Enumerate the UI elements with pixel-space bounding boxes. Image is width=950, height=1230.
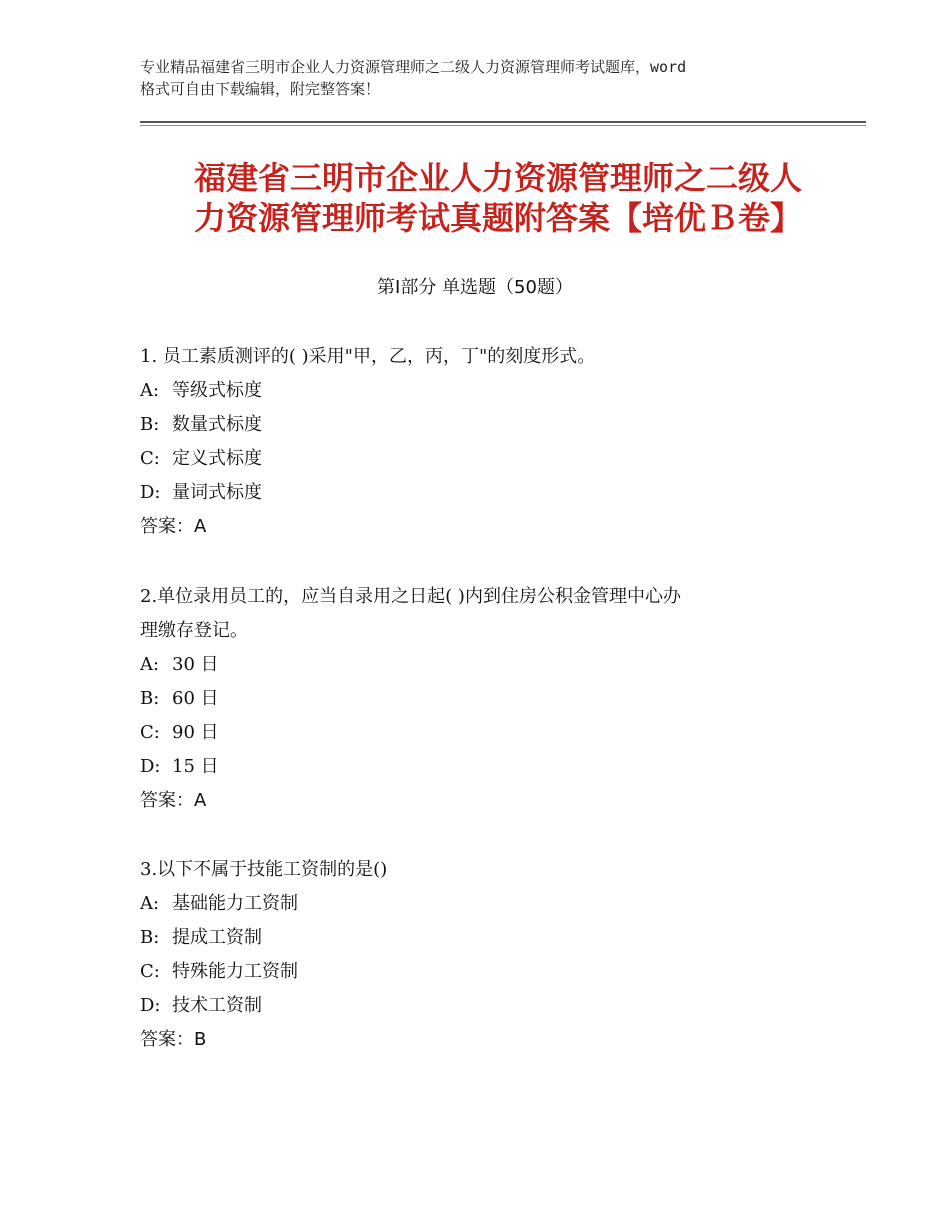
answer: 答案：B <box>140 1029 207 1050</box>
question-stem: 1. 员工素质测评的( )采用"甲，乙，丙，丁"的刻度形式。 <box>140 346 596 367</box>
question-stem: 2.单位录用员工的，应当自录用之日起( )内到住房公积金管理中心办 <box>140 586 681 607</box>
header-divider <box>140 121 866 123</box>
option-b <box>140 682 820 716</box>
option-letter: A: <box>140 380 160 401</box>
section-title: 第Ⅰ部分 单选题（50题） <box>377 277 573 298</box>
option-b <box>140 921 820 955</box>
option-text: 量词式标度 <box>172 482 262 503</box>
option-letter: B: <box>140 414 160 435</box>
option-text: 30 日 <box>172 654 219 675</box>
option-d <box>140 989 820 1023</box>
answer: 答案：A <box>140 790 207 811</box>
option-letter: D: <box>140 482 161 503</box>
title-line: 力资源管理师考试真题附答案【培优Ｂ卷】 <box>193 199 802 237</box>
option-text: 基础能力工资制 <box>172 893 298 914</box>
option-d <box>140 476 820 510</box>
option-text: 90 日 <box>172 722 219 743</box>
option-c <box>140 442 820 476</box>
option-letter: B: <box>140 688 160 709</box>
option-letter: B: <box>140 927 160 948</box>
header-note <box>140 56 830 100</box>
header-divider-thin <box>140 125 866 126</box>
option-text: 提成工资制 <box>172 927 262 948</box>
title-line: 福建省三明市企业人力资源管理师之二级人 <box>193 159 802 197</box>
option-c <box>140 716 820 750</box>
option-a <box>140 374 820 408</box>
option-c <box>140 955 820 989</box>
option-letter: D: <box>140 756 161 777</box>
option-text: 技术工资制 <box>172 995 262 1016</box>
option-text: 定义式标度 <box>172 448 262 469</box>
document-title <box>148 158 848 238</box>
option-letter: C: <box>140 448 160 469</box>
header-note-line: 格式可自由下载编辑，附完整答案！ <box>140 80 381 98</box>
question-1 <box>140 340 820 544</box>
option-text: 数量式标度 <box>172 414 262 435</box>
question-stem: 3.以下不属于技能工资制的是() <box>140 859 388 880</box>
option-a <box>140 648 820 682</box>
answer: 答案：A <box>140 516 207 537</box>
question-3 <box>140 853 820 1057</box>
option-text: 15 日 <box>172 756 219 777</box>
option-letter: A: <box>140 654 160 675</box>
option-d <box>140 750 820 784</box>
option-text: 等级式标度 <box>172 380 262 401</box>
option-b <box>140 408 820 442</box>
option-letter: C: <box>140 722 160 743</box>
question-2 <box>140 580 820 818</box>
option-text: 60 日 <box>172 688 219 709</box>
header-note-line: 专业精品福建省三明市企业人力资源管理师之二级人力资源管理师考试题库，word <box>140 58 687 76</box>
option-letter: A: <box>140 893 160 914</box>
option-letter: C: <box>140 961 160 982</box>
question-stem: 理缴存登记。 <box>140 620 248 641</box>
option-text: 特殊能力工资制 <box>172 961 298 982</box>
option-a <box>140 887 820 921</box>
option-letter: D: <box>140 995 161 1016</box>
